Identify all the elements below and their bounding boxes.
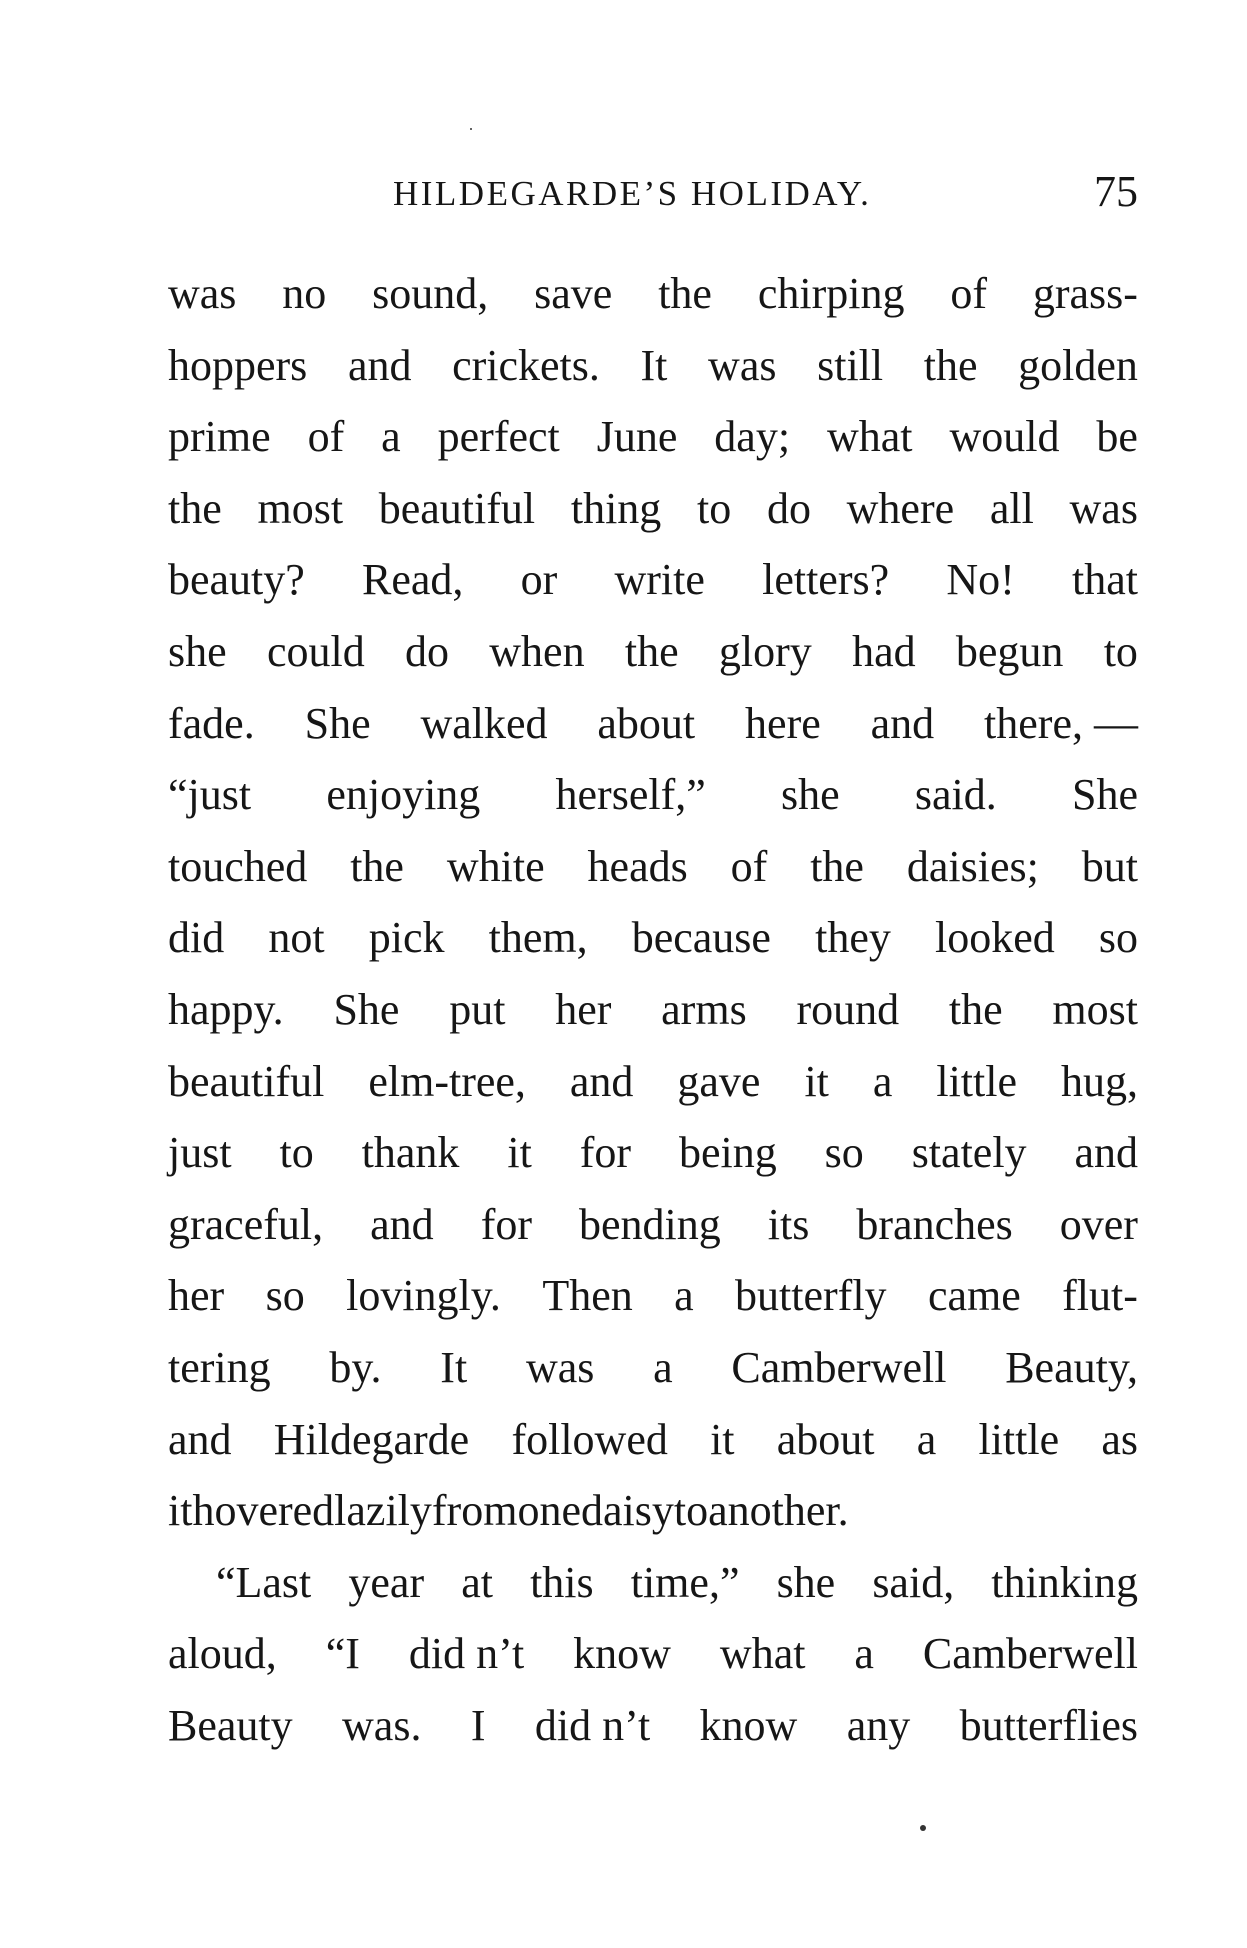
word: day; <box>714 412 791 462</box>
word: it <box>804 1056 829 1106</box>
paragraph <box>168 1547 1138 1762</box>
word: was. <box>342 1700 422 1750</box>
word: not <box>268 913 325 963</box>
text-line <box>168 1475 1138 1547</box>
word: I <box>470 1700 486 1750</box>
word: beautiful <box>168 1056 325 1106</box>
word: little <box>936 1056 1018 1106</box>
word: Camberwell <box>731 1342 947 1392</box>
word: heads <box>587 841 688 891</box>
word: a <box>854 1629 874 1679</box>
word: butterflies <box>959 1700 1138 1750</box>
word: it <box>710 1414 735 1464</box>
word: or <box>520 555 558 605</box>
word: the <box>350 841 404 891</box>
text-line <box>168 544 1138 616</box>
word: was <box>708 340 777 390</box>
word: the <box>810 841 864 891</box>
word: grass- <box>1032 269 1138 318</box>
word: could <box>266 626 365 676</box>
ink-speck <box>470 128 472 130</box>
word: they <box>815 913 891 963</box>
word: pick <box>368 913 445 963</box>
word: just <box>168 1128 232 1178</box>
text-line <box>168 1046 1138 1118</box>
ink-speck <box>920 1825 926 1831</box>
word: one <box>517 1486 581 1536</box>
word: this <box>530 1557 594 1607</box>
word: because <box>631 913 771 963</box>
text-line <box>168 330 1138 402</box>
word: was <box>1069 483 1138 533</box>
word: be <box>1096 412 1138 462</box>
word: did n’t <box>534 1700 651 1750</box>
text-line <box>168 1404 1138 1476</box>
word: so <box>824 1128 864 1178</box>
word: perfect <box>437 412 560 462</box>
word: where <box>846 483 955 533</box>
word: when <box>489 626 585 676</box>
text-line <box>168 258 1138 330</box>
word: of <box>307 412 345 462</box>
word: she <box>781 770 840 820</box>
word: her <box>555 984 612 1034</box>
word: did <box>168 913 225 963</box>
word: Beauty <box>168 1700 293 1750</box>
word: She <box>304 698 371 748</box>
word: what <box>827 412 913 462</box>
word: lazily <box>334 1486 432 1536</box>
word: write <box>614 555 705 605</box>
text-line <box>168 1547 1138 1619</box>
word: know <box>573 1629 671 1679</box>
word: she <box>776 1557 836 1607</box>
word: thinking <box>991 1557 1138 1607</box>
word: its <box>767 1199 810 1249</box>
word: as <box>1101 1414 1138 1464</box>
word: white <box>446 841 545 891</box>
word: for <box>579 1128 632 1178</box>
word: it <box>507 1128 532 1178</box>
text-line <box>168 1260 1138 1332</box>
word: the <box>624 626 679 676</box>
word: still <box>817 340 884 390</box>
word: put <box>449 984 506 1034</box>
word: a <box>381 412 401 462</box>
word: did n’t <box>408 1629 525 1679</box>
word: know <box>699 1700 798 1750</box>
word: followed <box>511 1414 668 1464</box>
paragraph <box>168 258 1138 1547</box>
word: daisies; <box>906 841 1039 891</box>
text-line <box>168 1690 1138 1762</box>
word: for <box>480 1199 532 1249</box>
word: sound, <box>372 269 489 318</box>
word: walked <box>420 698 548 748</box>
word: tering <box>168 1342 271 1392</box>
page-number: 75 <box>1094 167 1138 216</box>
word: glory <box>718 626 812 676</box>
word: hoppers <box>168 340 308 390</box>
word: from <box>431 1486 518 1536</box>
word: save <box>534 269 613 318</box>
word: that <box>1071 555 1138 605</box>
word: stately <box>911 1128 1027 1178</box>
word: do <box>766 483 811 533</box>
word: and <box>347 340 412 390</box>
word: year <box>348 1557 425 1607</box>
word: by. <box>329 1342 382 1392</box>
word: so <box>265 1271 305 1321</box>
word: about <box>776 1414 875 1464</box>
word: being <box>678 1128 777 1178</box>
word: gave <box>677 1056 761 1106</box>
word: butterfly <box>735 1271 887 1321</box>
text-line <box>168 902 1138 974</box>
word: lovingly. <box>346 1271 501 1321</box>
word: the <box>658 269 712 318</box>
word: happy. <box>168 984 284 1034</box>
text-line <box>168 688 1138 760</box>
word: fade. <box>168 698 255 748</box>
text-line <box>168 473 1138 545</box>
word: branches <box>856 1199 1013 1249</box>
word: but <box>1081 841 1138 891</box>
word: a <box>653 1342 673 1392</box>
word: another. <box>708 1486 849 1536</box>
word: beautiful <box>378 483 536 533</box>
word: beauty? <box>168 555 305 605</box>
word: She <box>1071 770 1138 820</box>
word: golden <box>1018 340 1138 390</box>
word: all <box>989 483 1034 533</box>
word: do <box>404 626 449 676</box>
word: round <box>796 984 900 1034</box>
word: over <box>1059 1199 1138 1249</box>
word: she <box>168 626 227 676</box>
word: thank <box>361 1128 460 1178</box>
word: was <box>525 1342 595 1392</box>
word: of <box>730 841 768 891</box>
word: It <box>640 340 668 390</box>
word: a <box>916 1414 937 1464</box>
page-header <box>168 167 1138 232</box>
word: touched <box>168 841 308 891</box>
word: hovered <box>192 1486 335 1536</box>
running-head: HILDEGARDE’S HOLIDAY. <box>393 174 872 213</box>
word: here <box>745 698 821 748</box>
word: begun <box>955 626 1064 676</box>
word: most <box>1052 984 1138 1034</box>
word: “just <box>168 770 252 820</box>
word: It <box>440 1342 468 1392</box>
word: time,” <box>630 1557 740 1607</box>
word: so <box>1098 913 1138 963</box>
word: at <box>461 1557 493 1607</box>
word: “Last <box>216 1557 312 1607</box>
word: came <box>927 1271 1021 1321</box>
text-line <box>168 616 1138 688</box>
word: to <box>1103 626 1138 676</box>
word: She <box>333 984 400 1034</box>
word: looked <box>934 913 1055 963</box>
word: Camberwell <box>922 1629 1138 1679</box>
text-line <box>168 1618 1138 1690</box>
word: and <box>569 1056 634 1106</box>
word: flut- <box>1062 1271 1138 1321</box>
word: bending <box>579 1199 721 1249</box>
word: Beauty, <box>1005 1342 1138 1392</box>
word: to <box>673 1486 709 1536</box>
word: prime <box>168 412 271 462</box>
word: No! <box>946 555 1015 605</box>
text-line <box>168 1117 1138 1189</box>
word: and <box>168 1414 232 1464</box>
word: said. <box>914 770 997 820</box>
word: Read, <box>362 555 464 605</box>
word: herself,” <box>555 770 706 820</box>
word: a <box>872 1056 893 1106</box>
word: aloud, <box>168 1629 277 1679</box>
text-line <box>168 1189 1138 1261</box>
word: June <box>596 412 678 462</box>
word: about <box>597 698 696 748</box>
word: and <box>1074 1128 1138 1178</box>
word: most <box>257 483 344 533</box>
word: letters? <box>762 555 890 605</box>
word: hug, <box>1060 1056 1138 1106</box>
word: there, — <box>984 698 1138 748</box>
word: enjoying <box>326 770 481 820</box>
text-line <box>168 974 1138 1046</box>
word: any <box>846 1700 911 1750</box>
body-text <box>168 258 1138 1761</box>
word: arms <box>661 984 747 1034</box>
word: would <box>949 412 1060 462</box>
word: and <box>370 1199 434 1249</box>
word: the <box>168 483 222 533</box>
word: thing <box>570 483 662 533</box>
word: them, <box>488 913 588 963</box>
word: what <box>719 1629 806 1679</box>
word: no <box>282 269 327 318</box>
word: the <box>923 340 978 390</box>
text-line <box>168 401 1138 473</box>
word: the <box>948 984 1003 1034</box>
word: of <box>950 269 987 318</box>
word: “I <box>325 1629 360 1679</box>
word: little <box>978 1414 1060 1464</box>
word: to <box>697 483 732 533</box>
word: graceful, <box>168 1199 324 1249</box>
word: was <box>168 269 237 318</box>
word: a <box>674 1271 694 1321</box>
text-line <box>168 1332 1138 1404</box>
word: crickets. <box>452 340 600 390</box>
word: Then <box>542 1271 633 1321</box>
word: had <box>852 626 916 676</box>
text-line <box>168 759 1138 831</box>
word: it <box>168 1486 193 1536</box>
word: her <box>168 1271 225 1321</box>
word: chirping <box>757 269 905 318</box>
word: said, <box>872 1557 955 1607</box>
word: Hildegarde <box>273 1414 470 1464</box>
word: to <box>279 1128 314 1178</box>
text-line <box>168 831 1138 903</box>
word: daisy <box>580 1486 674 1536</box>
word: elm-tree, <box>368 1056 526 1106</box>
word: and <box>870 698 935 748</box>
